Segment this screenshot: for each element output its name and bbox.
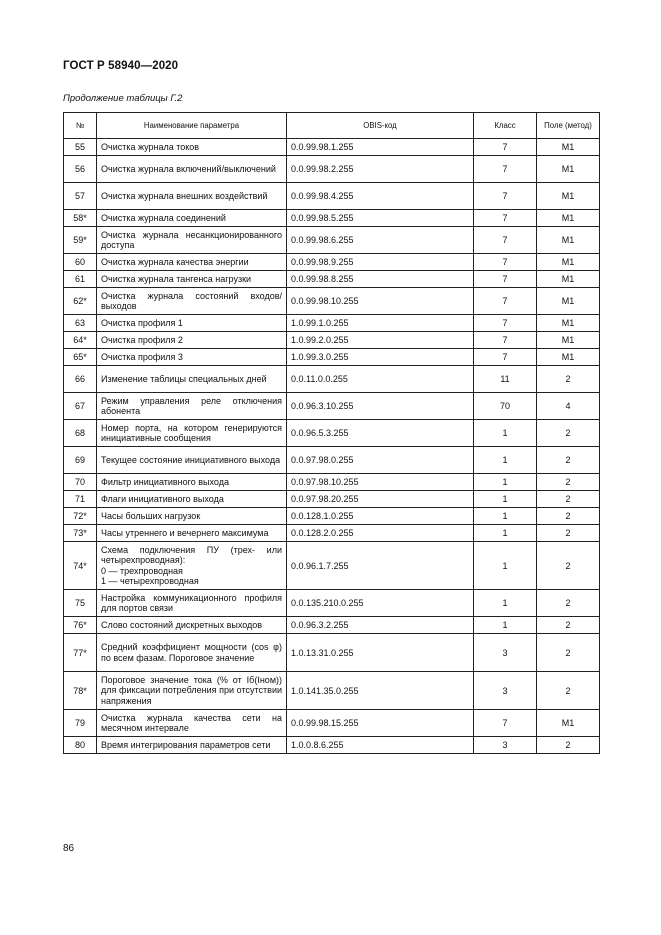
cell-obis-code: 0.0.96.5.3.255: [287, 420, 474, 447]
cell-obis-code: 0.0.96.3.10.255: [287, 393, 474, 420]
cell-number: 61: [64, 271, 97, 288]
cell-field-method: 2: [537, 590, 600, 617]
cell-parameter-name: Номер порта, на котором генерируются инициативные сообщения: [97, 420, 287, 447]
cell-obis-code: 1.0.99.1.0.255: [287, 315, 474, 332]
table-row: [64, 315, 600, 332]
cell-number: 73*: [64, 525, 97, 542]
cell-obis-code: 0.0.99.98.5.255: [287, 210, 474, 227]
cell-number: 58*: [64, 210, 97, 227]
table-row: [64, 393, 600, 420]
cell-parameter-name: Очистка журнала тангенса нагрузки: [97, 271, 287, 288]
cell-obis-code: 0.0.135.210.0.255: [287, 590, 474, 617]
table-row: [64, 617, 600, 634]
cell-field-method: M1: [537, 210, 600, 227]
table-row: [64, 183, 600, 210]
table-row: [64, 590, 600, 617]
cell-number: 79: [64, 710, 97, 737]
cell-parameter-name: Изменение таблицы специальных дней: [97, 366, 287, 393]
cell-parameter-name: Настройка коммуникационного профиля для портов связи: [97, 590, 287, 617]
cell-parameter-name: Очистка журнала качества сети на месячном интервале: [97, 710, 287, 737]
cell-class: 7: [474, 139, 537, 156]
cell-class: 3: [474, 672, 537, 710]
cell-obis-code: 1.0.0.8.6.255: [287, 737, 474, 754]
cell-number: 62*: [64, 288, 97, 315]
cell-obis-code: 0.0.99.98.9.255: [287, 254, 474, 271]
parameters-table: [63, 112, 600, 754]
table-row: [64, 366, 600, 393]
cell-parameter-name: Текущее состояние инициативного выхода: [97, 447, 287, 474]
table-body: [64, 139, 600, 754]
cell-class: 1: [474, 474, 537, 491]
cell-field-method: M1: [537, 349, 600, 366]
cell-obis-code: 1.0.99.2.0.255: [287, 332, 474, 349]
cell-parameter-name: Флаги инициативного выхода: [97, 491, 287, 508]
column-header-name: Наименование параметра: [97, 113, 287, 139]
cell-obis-code: 0.0.97.98.0.255: [287, 447, 474, 474]
table-row: [64, 420, 600, 447]
cell-parameter-name: Очистка журнала включений/выключений: [97, 156, 287, 183]
cell-field-method: 2: [537, 366, 600, 393]
cell-field-method: M1: [537, 227, 600, 254]
cell-parameter-name: Фильтр инициативного выхода: [97, 474, 287, 491]
table-header-row: [64, 113, 600, 139]
cell-parameter-name: Режим управления реле отключения абонента: [97, 393, 287, 420]
cell-parameter-name: Очистка профиля 3: [97, 349, 287, 366]
cell-class: 1: [474, 447, 537, 474]
cell-class: 11: [474, 366, 537, 393]
cell-obis-code: 0.0.99.98.10.255: [287, 288, 474, 315]
cell-number: 69: [64, 447, 97, 474]
cell-class: 7: [474, 156, 537, 183]
cell-obis-code: 0.0.128.2.0.255: [287, 525, 474, 542]
cell-obis-code: 0.0.128.1.0.255: [287, 508, 474, 525]
cell-parameter-name: Очистка журнала соединений: [97, 210, 287, 227]
cell-field-method: 4: [537, 393, 600, 420]
cell-field-method: 2: [537, 474, 600, 491]
cell-number: 55: [64, 139, 97, 156]
cell-parameter-name: Часы утреннего и вечернего максимума: [97, 525, 287, 542]
cell-number: 67: [64, 393, 97, 420]
cell-class: 1: [474, 525, 537, 542]
cell-number: 70: [64, 474, 97, 491]
cell-field-method: 2: [537, 672, 600, 710]
column-header-obis: OBIS-код: [287, 113, 474, 139]
cell-field-method: M1: [537, 254, 600, 271]
cell-class: 1: [474, 617, 537, 634]
cell-obis-code: 0.0.97.98.20.255: [287, 491, 474, 508]
page-number: 86: [63, 843, 75, 854]
table-row: [64, 491, 600, 508]
cell-class: 1: [474, 420, 537, 447]
cell-obis-code: 1.0.13.31.0.255: [287, 634, 474, 672]
cell-field-method: M1: [537, 288, 600, 315]
cell-obis-code: 0.0.99.98.1.255: [287, 139, 474, 156]
cell-number: 72*: [64, 508, 97, 525]
cell-class: 1: [474, 508, 537, 525]
table-row: [64, 634, 600, 672]
table-row: [64, 672, 600, 710]
cell-obis-code: 0.0.99.98.15.255: [287, 710, 474, 737]
cell-class: 7: [474, 332, 537, 349]
cell-class: 7: [474, 254, 537, 271]
cell-class: 7: [474, 227, 537, 254]
column-header-field: Поле (метод): [537, 113, 600, 139]
document-header: ГОСТ Р 58940—2020: [63, 60, 179, 72]
cell-parameter-name: Очистка журнала состояний входов/выходов: [97, 288, 287, 315]
cell-field-method: M1: [537, 271, 600, 288]
cell-parameter-name: Очистка журнала внешних воздействий: [97, 183, 287, 210]
cell-obis-code: 0.0.99.98.8.255: [287, 271, 474, 288]
cell-class: 7: [474, 315, 537, 332]
cell-obis-code: 0.0.99.98.4.255: [287, 183, 474, 210]
column-header-class: Класс: [474, 113, 537, 139]
cell-number: 74*: [64, 542, 97, 590]
cell-field-method: 2: [537, 491, 600, 508]
cell-class: 7: [474, 210, 537, 227]
cell-number: 75: [64, 590, 97, 617]
cell-number: 68: [64, 420, 97, 447]
cell-number: 76*: [64, 617, 97, 634]
cell-number: 57: [64, 183, 97, 210]
cell-field-method: M1: [537, 710, 600, 737]
cell-number: 80: [64, 737, 97, 754]
cell-number: 60: [64, 254, 97, 271]
table-row: [64, 288, 600, 315]
cell-number: 63: [64, 315, 97, 332]
cell-field-method: M1: [537, 183, 600, 210]
cell-obis-code: 0.0.11.0.0.255: [287, 366, 474, 393]
table-row: [64, 710, 600, 737]
cell-obis-code: 0.0.96.3.2.255: [287, 617, 474, 634]
cell-class: 70: [474, 393, 537, 420]
cell-class: 1: [474, 542, 537, 590]
table-row: [64, 271, 600, 288]
cell-parameter-name: Очистка профиля 1: [97, 315, 287, 332]
cell-class: 1: [474, 491, 537, 508]
cell-parameter-name: Слово состояний дискретных выходов: [97, 617, 287, 634]
table-row: [64, 474, 600, 491]
cell-obis-code: 0.0.99.98.2.255: [287, 156, 474, 183]
table-row: [64, 210, 600, 227]
cell-field-method: 2: [537, 617, 600, 634]
cell-field-method: 2: [537, 508, 600, 525]
cell-obis-code: 1.0.141.35.0.255: [287, 672, 474, 710]
table-row: [64, 447, 600, 474]
cell-number: 66: [64, 366, 97, 393]
cell-parameter-name: Очистка журнала несанкционированного доступа: [97, 227, 287, 254]
cell-parameter-name: Схема подключения ПУ (трех- или четырехпроводная): 0 — трехпроводная 1 — четырехпроводная: [97, 542, 287, 590]
cell-class: 3: [474, 634, 537, 672]
cell-class: 3: [474, 737, 537, 754]
cell-number: 71: [64, 491, 97, 508]
cell-field-method: 2: [537, 525, 600, 542]
cell-field-method: M1: [537, 332, 600, 349]
cell-number: 59*: [64, 227, 97, 254]
table-row: [64, 542, 600, 590]
table-row: [64, 737, 600, 754]
cell-field-method: 2: [537, 420, 600, 447]
table-row: [64, 349, 600, 366]
cell-obis-code: 0.0.96.1.7.255: [287, 542, 474, 590]
cell-parameter-name: Средний коэффициент мощности (cos φ) по всем фазам. Пороговое значение: [97, 634, 287, 672]
cell-number: 77*: [64, 634, 97, 672]
cell-class: 1: [474, 590, 537, 617]
cell-parameter-name: Очистка профиля 2: [97, 332, 287, 349]
cell-parameter-name: Время интегрирования параметров сети: [97, 737, 287, 754]
cell-number: 64*: [64, 332, 97, 349]
cell-class: 7: [474, 183, 537, 210]
cell-parameter-name: Очистка журнала качества энергии: [97, 254, 287, 271]
cell-field-method: M1: [537, 139, 600, 156]
cell-class: 7: [474, 271, 537, 288]
cell-parameter-name: Часы больших нагрузок: [97, 508, 287, 525]
table-row: [64, 227, 600, 254]
cell-number: 56: [64, 156, 97, 183]
table-row: [64, 525, 600, 542]
cell-obis-code: 1.0.99.3.0.255: [287, 349, 474, 366]
table-row: [64, 254, 600, 271]
cell-class: 7: [474, 288, 537, 315]
table-row: [64, 332, 600, 349]
cell-field-method: 2: [537, 634, 600, 672]
cell-class: 7: [474, 710, 537, 737]
cell-number: 78*: [64, 672, 97, 710]
table-row: [64, 508, 600, 525]
cell-number: 65*: [64, 349, 97, 366]
cell-parameter-name: Очистка журнала токов: [97, 139, 287, 156]
column-header-number: №: [64, 113, 97, 139]
table-row: [64, 139, 600, 156]
table-caption: Продолжение таблицы Г.2: [63, 93, 183, 104]
table-row: [64, 156, 600, 183]
cell-field-method: M1: [537, 156, 600, 183]
cell-obis-code: 0.0.99.98.6.255: [287, 227, 474, 254]
cell-field-method: 2: [537, 737, 600, 754]
cell-field-method: 2: [537, 447, 600, 474]
cell-field-method: M1: [537, 315, 600, 332]
cell-obis-code: 0.0.97.98.10.255: [287, 474, 474, 491]
cell-field-method: 2: [537, 542, 600, 590]
cell-class: 7: [474, 349, 537, 366]
cell-parameter-name: Пороговое значение тока (% от Iб(Iном)) для фиксации потребления при отсутствии напряжения: [97, 672, 287, 710]
